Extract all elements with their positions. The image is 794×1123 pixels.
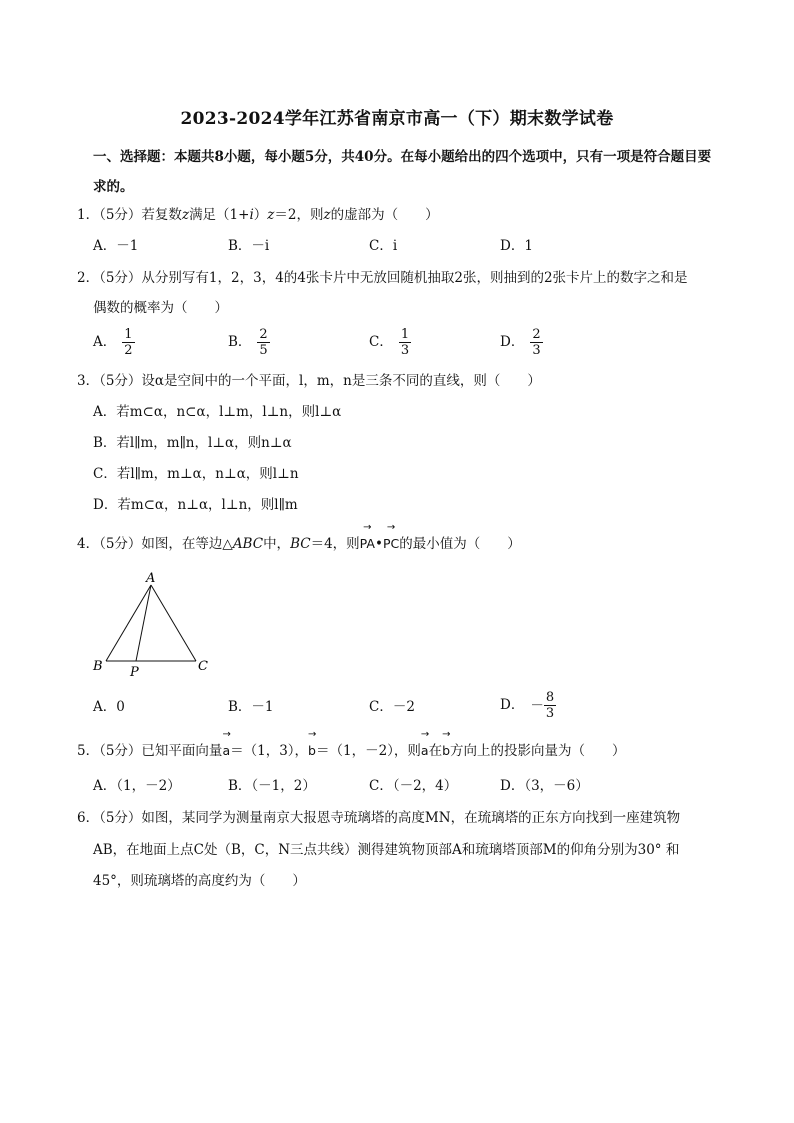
question-1-option-b: B．－i bbox=[228, 238, 270, 254]
triangle-figure bbox=[90, 568, 220, 683]
vector-pc: → PC bbox=[383, 534, 399, 554]
question-4-option-c: C．－2 bbox=[369, 699, 415, 715]
question-4-option-b: B．－1 bbox=[228, 699, 274, 715]
segment-ap bbox=[136, 585, 151, 661]
label-a: A bbox=[146, 571, 156, 586]
label-c: C bbox=[198, 659, 208, 674]
question-2-option-c: C． $\frac{1}{3}$ bbox=[369, 327, 410, 358]
question-1-option-d: D．1 bbox=[500, 238, 533, 254]
label-p: P bbox=[130, 665, 139, 680]
vector-b: → b bbox=[308, 741, 316, 761]
vector-pa: → PA bbox=[360, 534, 375, 554]
question-6-stem-line2: AB，在地面上点C处（B，C，N三点共线）测得建筑物顶部A和琉璃塔顶部M的仰角分别为30° 和 bbox=[93, 842, 680, 858]
question-3-option-b: B．若l∥m，m∥n，l⊥α，则n⊥α bbox=[93, 435, 292, 451]
question-2-stem-line1: 2．（5分）从分别写有1，2，3，4的4张卡片中无放回随机抽取2张，则抽到的2张卡片上的数字之和是 bbox=[77, 270, 688, 286]
question-5-stem: 5．（5分）已知平面向量→ a＝（1，3），→ b＝（1，－2），则→ a在→ b方向上的投影向量为（ ） bbox=[77, 741, 626, 761]
question-1-option-a: A．－1 bbox=[93, 238, 139, 254]
question-5-option-c: C．（－2，4） bbox=[369, 778, 458, 794]
vector-b: → b bbox=[442, 741, 450, 761]
question-2-option-d: D． $\frac{2}{3}$ bbox=[500, 327, 541, 358]
vector-a: → a bbox=[222, 741, 230, 761]
question-2-option-a: A． $\frac{1}{2}$ bbox=[93, 327, 133, 358]
fraction: $\frac{2}{5}$ bbox=[259, 327, 268, 358]
fraction: $\frac{8}{3}$ bbox=[545, 690, 555, 721]
question-4-stem: 4．（5分）如图，在等边△ABC中，BC＝4，则→ PA•→ PC的最小值为（ ） bbox=[77, 534, 521, 554]
question-1-stem: 1．（5分）若复数z满足（1+i）z＝2，则z的虚部为（ ） bbox=[77, 207, 439, 223]
question-3-option-a: A．若m⊂α，n⊂α，l⊥m，l⊥n，则l⊥α bbox=[93, 404, 342, 420]
fraction: $\frac{1}{2}$ bbox=[124, 327, 133, 358]
question-5-option-d: D．（3，－6） bbox=[500, 778, 589, 794]
page-title: 2023-2024学年江苏省南京市高一（下）期末数学试卷 bbox=[180, 109, 614, 129]
label-b: B bbox=[93, 659, 103, 674]
side-ab bbox=[106, 585, 151, 661]
question-6-stem-line3: 45°，则琉璃塔的高度约为（ ） bbox=[93, 873, 306, 889]
section-heading: 一、选择题：本题共8小题，每小题5分，共40分。在每小题给出的四个选项中，只有一项是符合题目要求的。 bbox=[93, 149, 712, 195]
question-6-stem-line1: 6．（5分）如图，某同学为测量南京大报恩寺琉璃塔的高度MN，在琉璃塔的正东方向找到一座建筑物 bbox=[77, 810, 681, 826]
question-5-option-a: A．（1，－2） bbox=[93, 778, 181, 794]
question-2-option-b: B． $\frac{2}{5}$ bbox=[228, 327, 268, 358]
question-4-option-a: A．0 bbox=[93, 699, 125, 715]
question-5-option-b: B．（－1，2） bbox=[228, 778, 316, 794]
question-3-option-d: D．若m⊂α，n⊥α，l⊥n，则l∥m bbox=[93, 497, 298, 513]
question-4-option-d: D． － $\frac{8}{3}$ bbox=[500, 690, 555, 721]
fraction: $\frac{2}{3}$ bbox=[532, 327, 541, 358]
side-ac bbox=[151, 585, 196, 661]
fraction: $\frac{1}{3}$ bbox=[400, 327, 410, 358]
question-1-option-c: C．i bbox=[369, 238, 398, 254]
vector-a: → a bbox=[421, 741, 429, 761]
question-2-stem-line2: 偶数的概率为（ ） bbox=[93, 300, 228, 316]
question-3-stem: 3．（5分）设α是空间中的一个平面，l，m，n是三条不同的直线，则（ ） bbox=[77, 373, 541, 389]
question-3-option-c: C．若l∥m，m⊥α，n⊥α，则l⊥n bbox=[93, 466, 299, 482]
